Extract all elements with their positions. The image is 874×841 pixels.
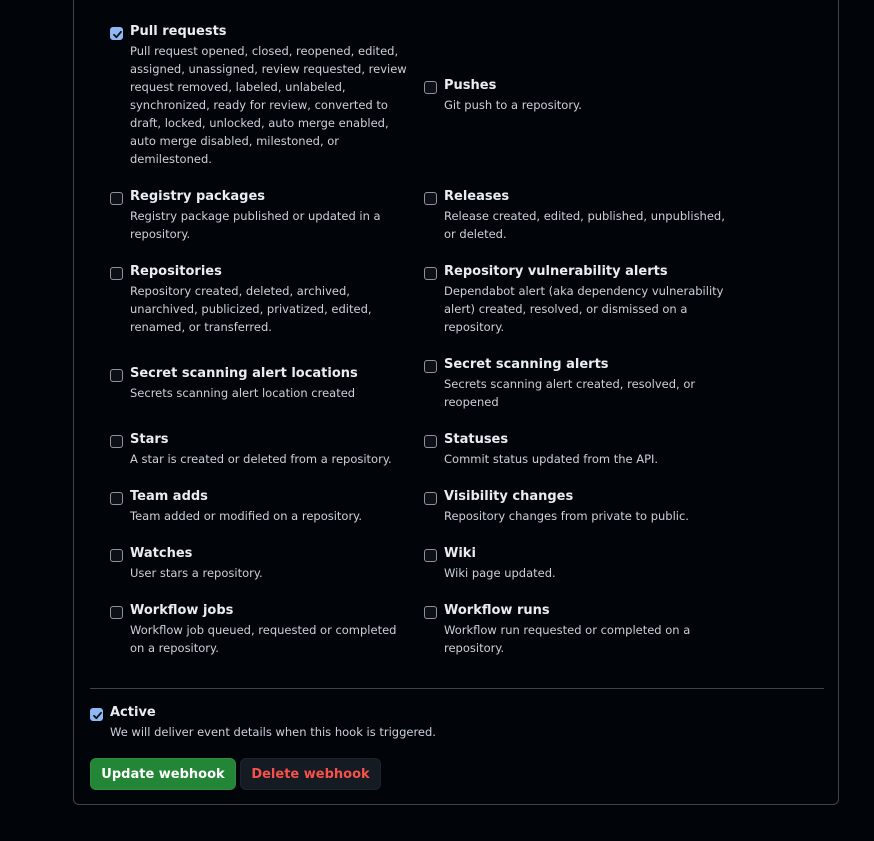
event-description-line: demilestoned. (130, 152, 212, 166)
event-title: Repositories (130, 264, 222, 279)
event-description-line: repository. (130, 227, 191, 241)
event-title: Workflow jobs (130, 603, 234, 618)
event-description-line: Pull request opened, closed, reopened, edited, (130, 44, 399, 58)
event-description (444, 621, 690, 657)
event-description-line: Registry package published or updated in a (130, 209, 381, 223)
active-title: Active (110, 705, 156, 720)
event-checkbox-secret-scanning-alerts[interactable] (424, 360, 437, 373)
event-description (444, 96, 582, 114)
event-description-line: User stars a repository. (130, 566, 263, 580)
event-checkbox-registry-packages[interactable] (110, 192, 123, 205)
event-description-line: Team added or modified on a repository. (130, 509, 363, 523)
event-title: Visibility changes (444, 489, 574, 504)
event-checkbox-repositories[interactable] (110, 267, 123, 280)
event-description-line: draft, locked, unlocked, auto merge enabled, (130, 116, 389, 130)
event-title: Stars (130, 432, 169, 447)
event-checkbox-workflow-runs[interactable] (424, 606, 437, 619)
checkmark-icon (112, 29, 123, 40)
event-checkbox-visibility-changes[interactable] (424, 492, 437, 505)
event-title: Workflow runs (444, 603, 550, 618)
event-title: Pushes (444, 78, 497, 93)
event-checkbox-watches[interactable] (110, 549, 123, 562)
event-description (444, 450, 658, 468)
event-description-line: Wiki page updated. (444, 566, 556, 580)
event-description-line: Workflow job queued, requested or completed (130, 623, 397, 637)
event-title: Repository vulnerability alerts (444, 264, 668, 279)
event-title: Wiki (444, 546, 476, 561)
event-description (444, 507, 689, 525)
event-description-line: Release created, edited, published, unpublished, (444, 209, 725, 223)
event-description (130, 507, 362, 525)
event-checkbox-statuses[interactable] (424, 435, 437, 448)
event-description (130, 564, 263, 582)
event-description-line: alert) created, resolved, or dismissed on a (444, 302, 688, 316)
event-checkbox-pull-requests[interactable] (110, 27, 123, 40)
event-description (444, 375, 695, 411)
event-checkbox-stars[interactable] (110, 435, 123, 448)
event-description-line: Commit status updated from the API. (444, 452, 659, 466)
event-title: Watches (130, 546, 193, 561)
event-description-line: Workflow run requested or completed on a (444, 623, 691, 637)
event-description (444, 207, 725, 243)
event-description-line: Repository changes from private to public. (444, 509, 689, 523)
event-description (130, 42, 407, 168)
event-description-line: synchronized, ready for review, converted to (130, 98, 388, 112)
event-description (130, 282, 372, 336)
event-description (444, 564, 556, 582)
event-description-line: renamed, or transferred. (130, 320, 272, 334)
event-checkbox-workflow-jobs[interactable] (110, 606, 123, 619)
event-description-line: assigned, unassigned, review requested, review (130, 62, 407, 76)
delete-webhook-button[interactable]: Delete webhook (240, 758, 381, 790)
update-webhook-button[interactable]: Update webhook (90, 758, 236, 790)
event-title: Team adds (130, 489, 208, 504)
event-checkbox-repository-vulnerability-alerts[interactable] (424, 267, 437, 280)
event-description-line: on a repository. (130, 641, 219, 655)
event-description-line: Git push to a repository. (444, 98, 582, 112)
event-description-line: Secrets scanning alert created, resolved, or (444, 377, 696, 391)
event-description-line: or deleted. (444, 227, 507, 241)
event-title: Secret scanning alert locations (130, 366, 358, 381)
event-checkbox-secret-scanning-alert-locations[interactable] (110, 369, 123, 382)
event-description (130, 450, 392, 468)
event-title: Releases (444, 189, 510, 204)
event-title: Statuses (444, 432, 509, 447)
active-description: We will deliver event details when this hook is triggered. (110, 725, 436, 739)
event-title: Registry packages (130, 189, 266, 204)
event-description (444, 282, 723, 336)
event-checkbox-team-adds[interactable] (110, 492, 123, 505)
event-description-line: reopened (444, 395, 499, 409)
event-description-line: Repository created, deleted, archived, (130, 284, 350, 298)
event-checkbox-releases[interactable] (424, 192, 437, 205)
checkmark-icon (92, 710, 103, 721)
event-description (130, 621, 396, 657)
divider (90, 688, 824, 689)
event-description-line: Dependabot alert (aka dependency vulnerability (444, 284, 724, 298)
event-description-line: auto merge disabled, milestoned, or (130, 134, 340, 148)
event-description-line: repository. (444, 641, 505, 655)
active-checkbox[interactable] (90, 708, 103, 721)
event-description (130, 384, 355, 402)
event-description-line: request removed, labeled, unlabeled, (130, 80, 346, 94)
event-checkbox-pushes[interactable] (424, 81, 437, 94)
event-title: Pull requests (130, 24, 227, 39)
event-title: Secret scanning alerts (444, 357, 609, 372)
event-description-line: repository. (444, 320, 505, 334)
event-description (130, 207, 381, 243)
event-description-line: Secrets scanning alert location created (130, 386, 356, 400)
event-description-line: unarchived, publicized, privatized, edited, (130, 302, 372, 316)
event-checkbox-wiki[interactable] (424, 549, 437, 562)
event-description-line: A star is created or deleted from a repository. (130, 452, 392, 466)
